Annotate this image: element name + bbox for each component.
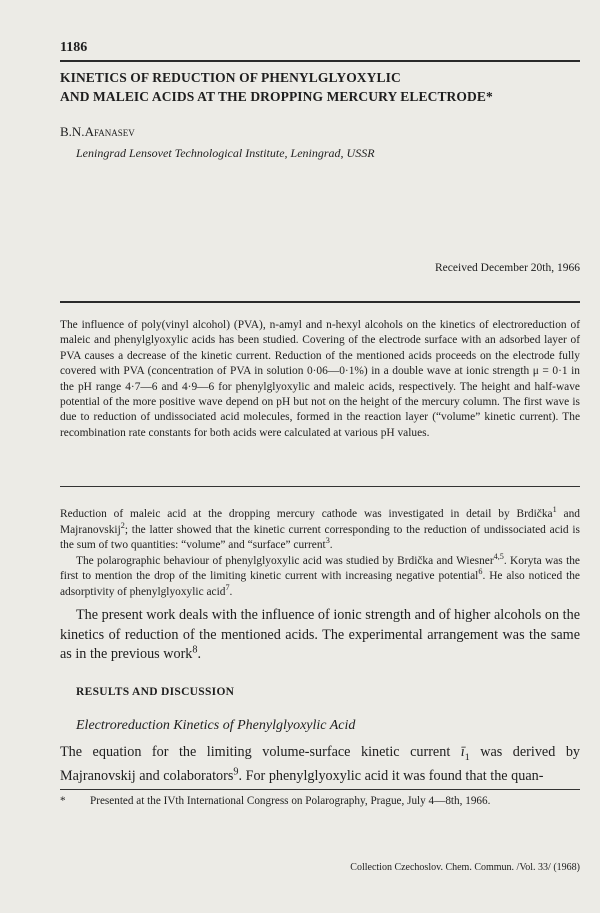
title-line-2: AND MALEIC ACIDS AT THE DROPPING MERCURY ELECTRODE* [60,89,493,104]
author [60,124,580,140]
abstract-top-rule [60,301,580,303]
author-initials: B.N. [60,124,85,139]
abstract: The influence of poly(vinyl alcohol) (PVA), n-amyl and n-hexyl alcohols on the kinetics of electroreduction of maleic and phenylglyoxylic acids has been studied. Covering of the electrode surface with an adsorbed layer of PVA causes a decrease of the kinetic current. Reduction of the mentioned acids proceeds on the electrode fully covered with PVA (concentration of PVA in solution 0·06—0·1%) in a double wave at ionic strength μ = 0·1 in the pH range 4·7—6 and 4·9—6 for phenylglyoxylic and maleic acids, respectively. The height and half-wave potential of the more positive wave depend on pH but not on the height of the mercury column. The first wave is due to reduction of undissociated acid molecules, formed in the reaction layer (“volume” kinetic current). The recombination rate constants for both acids were calculated at various pH values. [60,319,580,439]
affiliation: Leningrad Lensovet Technological Institute, Leningrad, USSR [76,146,375,160]
abstract-bottom-rule [60,486,580,487]
main-paragraph: The present work deals with the influence of ionic strength and of higher alcohols on the kinetics of reduction of the mentioned acids. The experimental arrangement was the same as in the previous work$^8$. [60,607,580,663]
page-number: 1186 [60,40,88,55]
article-title [60,68,580,106]
intro-paragraph-2: The polarographic behaviour of phenylglyoxylic acid was studied by Brdička and Wiesner$^{4,5}$. Koryta was the first to mention the drop of the limiting kinetic current with increasing negative potential$^6$. He also noticed the adsorptivity of phenylglyoxylic acid$^7$. [60,551,580,598]
received-date: Received December 20th, 1966 [435,262,580,274]
introduction [60,507,580,601]
header-rule [60,60,580,62]
results-paragraph: The equation for the limiting volume-surface kinetic current $ī_1$ was derived by Majranovskij and colaborators$^9$. For phenylglyoxylic acid it was found that the quan- [60,744,581,785]
footnote-mark: * [60,795,66,807]
title-line-1: KINETICS OF REDUCTION OF PHENYLGLYOXYLIC [60,70,401,85]
footnote [60,794,580,809]
author-surname: Afanasev [84,124,135,139]
footnote-text: Presented at the IVth International Congress on Polarography, Prague, July 4—8th, 1966. [90,795,491,807]
journal-reference: Collection Czechoslov. Chem. Commun. /Vol. 33/ (1968) [350,862,580,873]
footnote-rule [60,789,580,790]
section-heading: RESULTS AND DISCUSSION [76,686,235,698]
intro-paragraph-1: Reduction of maleic acid at the dropping mercury cathode was investigated in detail by Brdička$^1$ and Majranovskij$^2$; the latter showed that the kinetic current corresponding to the reduction of undissociated acid is the sum of two quantities: “volume” and “surface” current$^3$. [60,505,581,552]
current-symbol: ī [460,744,465,760]
subsection-heading: Electroreduction Kinetics of Phenylglyoxylic Acid [76,718,356,733]
